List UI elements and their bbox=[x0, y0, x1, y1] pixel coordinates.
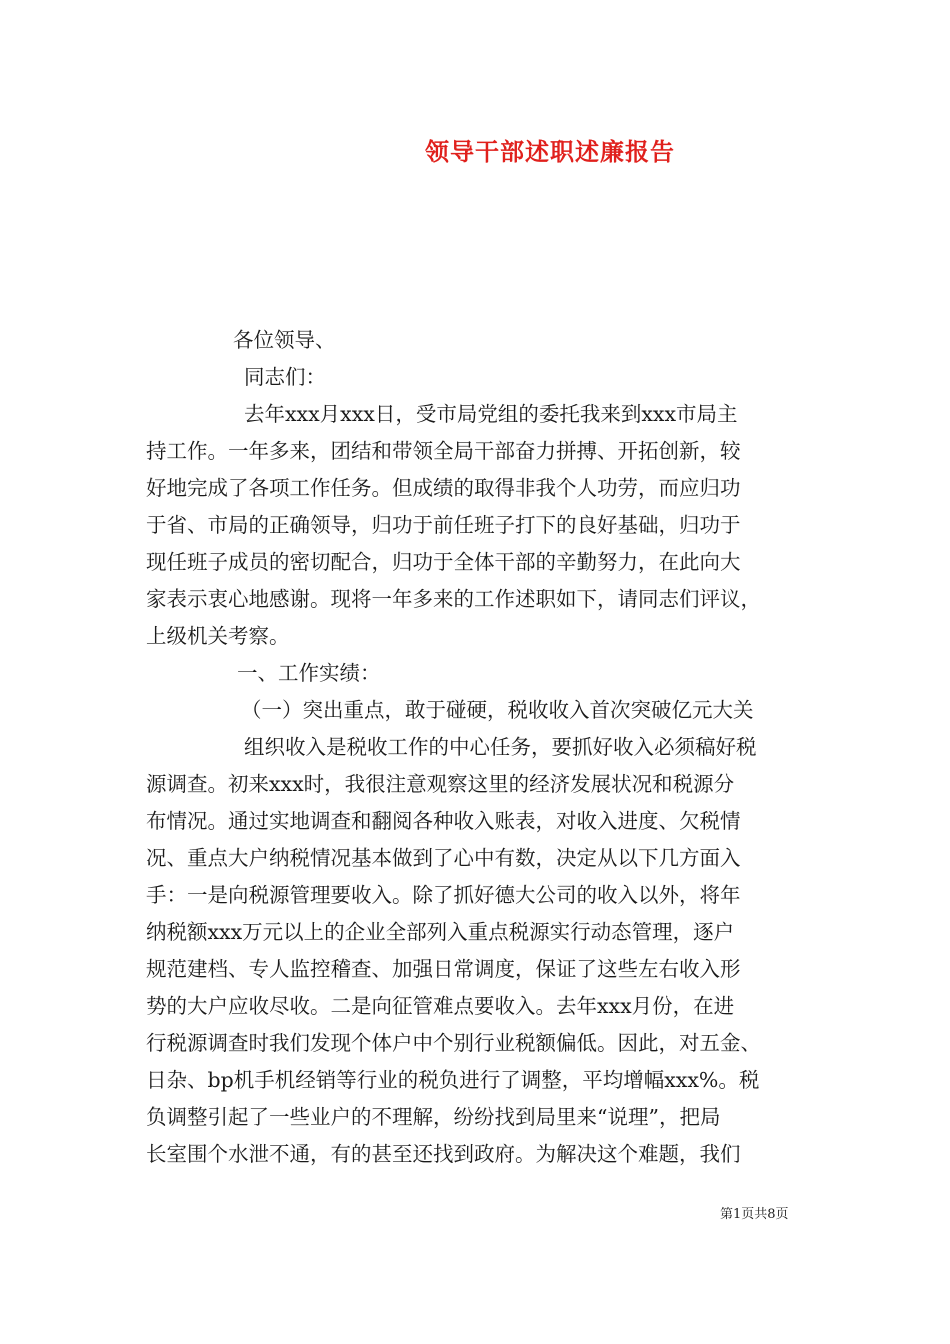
body-line: 纳税额xxx万元以上的企业全部列入重点税源实行动态管理，逐户 bbox=[146, 920, 735, 944]
body-line: 长室围个水泄不通，有的甚至还找到政府。为解决这个难题，我们 bbox=[146, 1142, 741, 1166]
body-line: 同志们： bbox=[244, 365, 326, 389]
body-line: 现任班子成员的密切配合，归功于全体干部的辛勤努力，在此向大 bbox=[146, 550, 741, 574]
body-line: 日杂、bp机手机经销等行业的税负进行了调整，平均增幅xxx%。税 bbox=[146, 1068, 760, 1092]
body-line: 势的大户应收尽收。二是向征管难点要收入。去年xxx月份，在进 bbox=[146, 994, 735, 1018]
body-line: 行税源调查时我们发现个体户中个别行业税额偏低。因此，对五金、 bbox=[146, 1031, 761, 1055]
body-line: 手：一是向税源管理要收入。除了抓好德大公司的收入以外，将年 bbox=[146, 883, 741, 907]
body-line: 源调查。初来xxx时，我很注意观察这里的经济发展状况和税源分 bbox=[146, 772, 735, 796]
body-line: 好地完成了各项工作任务。但成绩的取得非我个人功劳，而应归功 bbox=[146, 476, 741, 500]
body-line: 一、工作实绩： bbox=[237, 661, 381, 685]
body-line: （一）突出重点，敢于碰硬，税收收入首次突破亿元大关 bbox=[241, 698, 754, 722]
body-line: 况、重点大户纳税情况基本做到了心中有数，决定从以下几方面入 bbox=[146, 846, 741, 870]
body-line: 各位领导、 bbox=[233, 328, 336, 352]
body-line: 持工作。一年多来，团结和带领全局干部奋力拼搏、开拓创新，较 bbox=[146, 439, 741, 463]
page-number-footer: 第1页共8页 bbox=[720, 1207, 789, 1222]
body-line: 布情况。通过实地调查和翻阅各种收入账表，对收入进度、欠税情 bbox=[146, 809, 741, 833]
body-line: 上级机关考察。 bbox=[146, 624, 290, 648]
body-line: 去年xxx月xxx日，受市局党组的委托我来到xxx市局主 bbox=[244, 402, 738, 426]
body-line: 于省、市局的正确领导，归功于前任班子打下的良好基础，归功于 bbox=[146, 513, 741, 537]
document-body bbox=[146, 322, 806, 1173]
document-title: 领导干部述职述廉报告 bbox=[425, 137, 675, 166]
body-line: 家表示衷心地感谢。现将一年多来的工作述职如下，请同志们评议， bbox=[146, 587, 761, 611]
body-line: 负调整引起了一些业户的不理解，纷纷找到局里来“说理”，把局 bbox=[146, 1105, 721, 1129]
body-line: 组织收入是税收工作的中心任务，要抓好收入必须稿好税 bbox=[244, 735, 757, 759]
body-line: 规范建档、专人监控稽查、加强日常调度，保证了这些左右收入形 bbox=[146, 957, 741, 981]
